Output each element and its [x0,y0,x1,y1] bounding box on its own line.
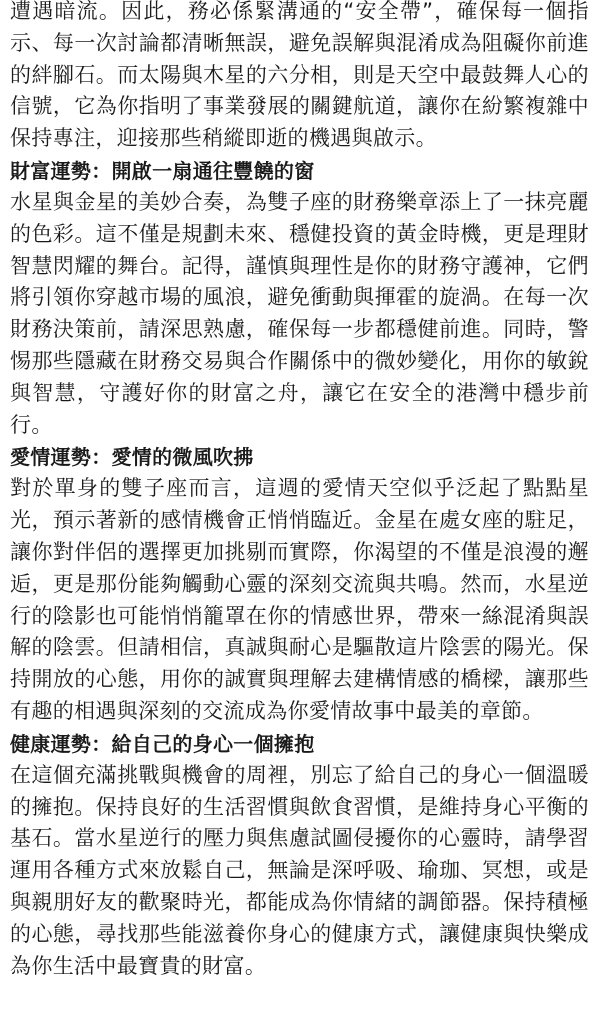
wealth-fortune-heading: 財富運勢：開啟一扇通往豐饒的窗 [10,158,315,183]
love-fortune-paragraph: 對於單身的雙子座而言，這週的愛情天空似乎泛起了點點星光，預示著新的感情機會正悄悄臨近。金星在處女座的駐足，讓你對伴侶的選擇更加挑剔而實際，你渴望的不僅是浪漫的邂逅，更是那份能夠觸動心靈的深刻交流與共鳴。然而，水星逆行的陰影也可能悄悄籠罩在你的情感世界，帶來一絲混淆與誤解的陰雲。但請相信，真誠與耐心是驅散這片陰雲的陽光。保持開放的心態，用你的誠實與理解去建構情感的橋樑，讓那些有趣的相遇與深刻的交流成為你愛情故事中最美的章節。 [10,476,589,723]
health-fortune-paragraph: 在這個充滿挑戰與機會的周裡，別忘了給自己的身心一個溫暖的擁抱。保持良好的生活習慣與飲食習慣，是維持身心平衡的基石。當水星逆行的壓力與焦慮試圖侵擾你的心靈時，請學習運用各種方式來放鬆自己，無論是深呼吸、瑜珈、冥想，或是與親朋好友的歡聚時光，都能成為你情緒的調節器。保持積極的心態，尋找那些能滋養你身心的健康方式，讓健康與快樂成為你生活中最寶貴的財富。 [10,762,589,978]
intro-paragraph: 遭遇暗流。因此，務必係緊溝通的“安全帶”，確保每一個指示、每一次討論都清晰無誤，避免誤解與混淆成為阻礙你前進的絆腳石。而太陽與木星的六分相，則是天空中最鼓舞人心的信號，它為你指明了事業發展的關鍵航道，讓你在紛繁複雜中保持專注，迎接那些稍縱即逝的機遇與啟示。 [10,0,589,151]
health-fortune-heading: 健康運勢：給自己的身心一個擁抱 [10,731,315,756]
wealth-fortune-paragraph: 水星與金星的美妙合奏，為雙子座的財務樂章添上了一抹亮麗的色彩。這不僅是規劃未來、穩健投資的黃金時機，更是理財智慧閃耀的舞台。記得，謹慎與理性是你的財務守護神，它們將引領你穿越市場的風浪，避免衝動與揮霍的旋渦。在每一次財務決策前，請深思熟慮，確保每一步都穩健前進。同時，警惕那些隱藏在財務交易與合作關係中的微妙變化，用你的敏銳與智慧，守護好你的財富之舟，讓它在安全的港灣中穩步前行。 [10,189,589,437]
love-fortune-heading: 愛情運勢：愛情的微風吹拂 [10,445,254,470]
